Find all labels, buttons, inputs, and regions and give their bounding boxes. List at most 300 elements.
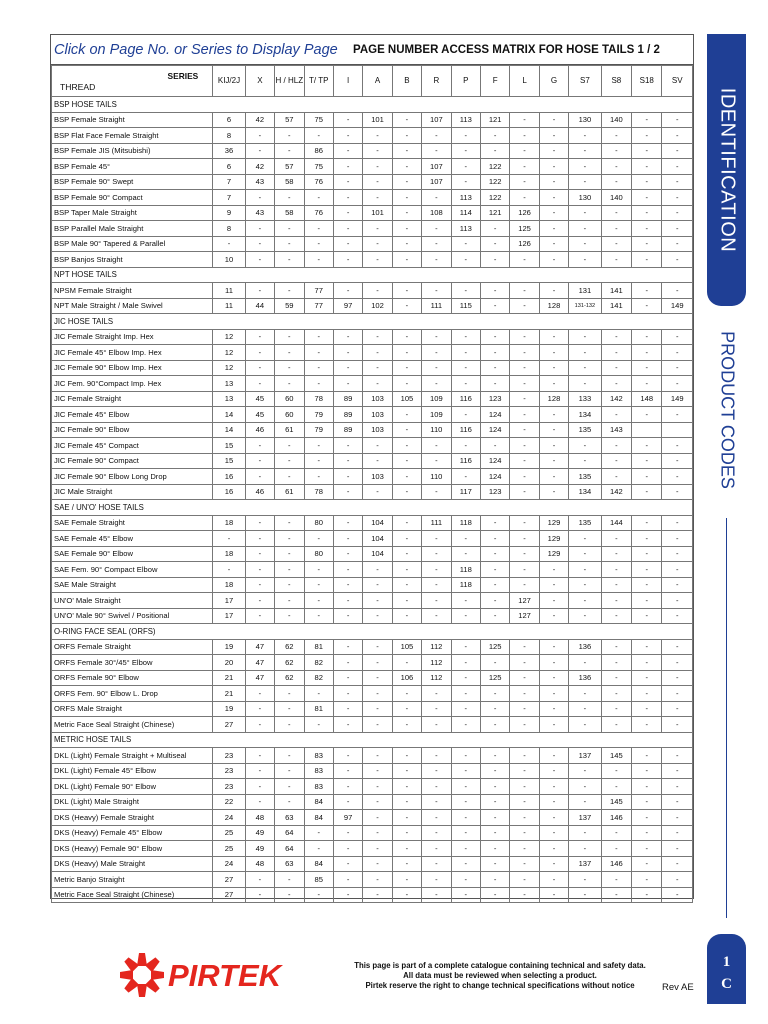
page-number-cell[interactable]: 16 bbox=[213, 469, 245, 485]
page-number-cell[interactable]: 101 bbox=[363, 112, 392, 128]
empty-cell: - bbox=[539, 422, 568, 438]
page-number-cell[interactable]: 124 bbox=[480, 407, 509, 423]
page-number-cell[interactable]: 48 bbox=[245, 856, 274, 872]
page-number-cell[interactable]: 13 bbox=[213, 376, 245, 392]
page-number-cell[interactable]: 143 bbox=[601, 422, 631, 438]
page-number-cell[interactable]: 85 bbox=[304, 872, 333, 888]
page-number-cell[interactable]: 64 bbox=[275, 825, 304, 841]
page-number-cell[interactable]: 121 bbox=[480, 112, 509, 128]
series-column-header[interactable]: SV bbox=[662, 66, 693, 97]
fitting-name: BSP Parallel Male Straight bbox=[52, 221, 213, 237]
empty-cell: - bbox=[422, 190, 451, 206]
page-number-cell[interactable]: 110 bbox=[422, 422, 451, 438]
series-column-header[interactable]: B bbox=[392, 66, 421, 97]
empty-cell: - bbox=[569, 608, 601, 624]
page-number-cell[interactable]: 113 bbox=[451, 190, 480, 206]
series-column-header[interactable]: R bbox=[422, 66, 451, 97]
page-number-cell[interactable]: 123 bbox=[480, 484, 509, 500]
empty-cell: - bbox=[569, 562, 601, 578]
empty-cell: - bbox=[392, 112, 421, 128]
page-number-cell[interactable]: 22 bbox=[213, 794, 245, 810]
page-number-cell[interactable]: 142 bbox=[601, 391, 631, 407]
empty-cell: - bbox=[480, 841, 509, 857]
page-number-cell[interactable]: 83 bbox=[304, 763, 333, 779]
page-number-cell[interactable]: 141 bbox=[601, 298, 631, 314]
page-number-cell[interactable]: 124 bbox=[480, 453, 509, 469]
page-number-cell[interactable]: 104 bbox=[363, 546, 392, 562]
page-number-cell[interactable]: 19 bbox=[213, 701, 245, 717]
page-number-cell[interactable]: 146 bbox=[601, 856, 631, 872]
page-number-cell[interactable]: 129 bbox=[539, 531, 568, 547]
empty-cell: - bbox=[539, 252, 568, 268]
page-number-cell[interactable]: 78 bbox=[304, 391, 333, 407]
empty-cell: - bbox=[632, 872, 662, 888]
page-number-cell[interactable]: 116 bbox=[451, 391, 480, 407]
page-number-cell[interactable]: 77 bbox=[304, 283, 333, 299]
page-number-cell[interactable]: 125 bbox=[480, 639, 509, 655]
empty-cell: - bbox=[392, 562, 421, 578]
page-number-cell[interactable]: 135 bbox=[569, 469, 601, 485]
series-column-header[interactable]: X bbox=[245, 66, 274, 97]
page-number-cell[interactable]: 131-132 bbox=[569, 298, 601, 314]
section-row bbox=[52, 97, 693, 113]
page-number-cell[interactable]: 46 bbox=[245, 484, 274, 500]
empty-cell: - bbox=[662, 205, 693, 221]
page-number-cell[interactable]: 59 bbox=[275, 298, 304, 314]
page-number-cell[interactable]: 6 bbox=[213, 112, 245, 128]
page-number-cell[interactable]: 149 bbox=[662, 298, 693, 314]
page-number-cell[interactable]: 113 bbox=[451, 112, 480, 128]
page-number-cell[interactable]: 103 bbox=[363, 469, 392, 485]
page-number-cell[interactable]: 18 bbox=[213, 546, 245, 562]
page-number-cell[interactable]: 14 bbox=[213, 422, 245, 438]
page-number-cell[interactable]: 114 bbox=[451, 205, 480, 221]
series-label: SERIES bbox=[167, 71, 199, 81]
page-number-cell[interactable]: 15 bbox=[213, 438, 245, 454]
empty-cell: - bbox=[304, 236, 333, 252]
page-number-cell[interactable]: 86 bbox=[304, 143, 333, 159]
series-column-header[interactable]: T/ TP bbox=[304, 66, 333, 97]
page-number-cell[interactable]: 24 bbox=[213, 810, 245, 826]
empty-cell: - bbox=[539, 717, 568, 733]
page-number-cell[interactable]: 42 bbox=[245, 112, 274, 128]
page-number-cell[interactable]: 111 bbox=[422, 298, 451, 314]
empty-cell: - bbox=[569, 128, 601, 144]
page-number-cell[interactable]: 49 bbox=[245, 841, 274, 857]
page-number-cell[interactable]: 104 bbox=[363, 531, 392, 547]
empty-cell: - bbox=[632, 407, 662, 423]
empty-cell: - bbox=[601, 763, 631, 779]
page-number-cell[interactable]: 63 bbox=[275, 810, 304, 826]
page-number-cell[interactable]: 25 bbox=[213, 825, 245, 841]
series-column-header[interactable]: F bbox=[480, 66, 509, 97]
page-number-cell[interactable]: 125 bbox=[480, 670, 509, 686]
page-number-cell[interactable]: 89 bbox=[333, 391, 362, 407]
series-column-header[interactable]: G bbox=[539, 66, 568, 97]
page-number-cell[interactable]: 62 bbox=[275, 670, 304, 686]
empty-cell: - bbox=[392, 748, 421, 764]
empty-cell: - bbox=[304, 686, 333, 702]
page-number-cell[interactable]: 15 bbox=[213, 453, 245, 469]
page-number-cell[interactable]: 137 bbox=[569, 810, 601, 826]
empty-cell: - bbox=[333, 825, 362, 841]
page-number-cell[interactable]: 144 bbox=[601, 515, 631, 531]
page-number-cell[interactable]: 76 bbox=[304, 205, 333, 221]
table-row bbox=[52, 717, 693, 733]
empty-cell: - bbox=[569, 143, 601, 159]
page-number-cell[interactable]: 113 bbox=[451, 221, 480, 237]
empty-cell: - bbox=[422, 252, 451, 268]
page-number-cell[interactable]: 122 bbox=[480, 174, 509, 190]
page-number-cell[interactable]: 89 bbox=[333, 422, 362, 438]
display-page-link[interactable]: Click on Page No. or Series to Display Page bbox=[54, 42, 338, 58]
page-number-cell[interactable]: 101 bbox=[363, 205, 392, 221]
page-number-cell[interactable]: 17 bbox=[213, 593, 245, 609]
page-number-cell[interactable]: 79 bbox=[304, 422, 333, 438]
empty-cell: - bbox=[662, 469, 693, 485]
page-number-cell[interactable]: 36 bbox=[213, 143, 245, 159]
page-number-cell[interactable]: 44 bbox=[245, 298, 274, 314]
series-column-header[interactable]: S18 bbox=[632, 66, 662, 97]
page-number-cell[interactable]: 45 bbox=[245, 391, 274, 407]
page-number-cell[interactable]: 23 bbox=[213, 763, 245, 779]
series-column-header[interactable]: A bbox=[363, 66, 392, 97]
series-column-header[interactable]: KIJ/2J bbox=[213, 66, 245, 97]
page-number-cell[interactable]: 46 bbox=[245, 422, 274, 438]
page-number-cell[interactable]: 148 bbox=[632, 391, 662, 407]
empty-cell: - bbox=[539, 825, 568, 841]
page-number-cell[interactable]: 127 bbox=[510, 593, 539, 609]
page-number-cell[interactable]: 145 bbox=[601, 748, 631, 764]
page-number-cell[interactable]: 61 bbox=[275, 484, 304, 500]
series-column-header[interactable]: S7 bbox=[569, 66, 601, 97]
fitting-name: UN'O' Male Straight bbox=[52, 593, 213, 609]
page-number-cell[interactable]: 129 bbox=[539, 546, 568, 562]
empty-cell: - bbox=[480, 283, 509, 299]
empty-cell: - bbox=[422, 717, 451, 733]
section-row bbox=[52, 314, 693, 330]
page-number-cell[interactable]: 103 bbox=[363, 407, 392, 423]
page-number-cell[interactable]: 21 bbox=[213, 670, 245, 686]
page-number-cell[interactable]: 116 bbox=[451, 422, 480, 438]
page-number-cell[interactable]: 9 bbox=[213, 205, 245, 221]
table-row bbox=[52, 593, 693, 609]
empty-cell: - bbox=[363, 639, 392, 655]
page-number-cell[interactable]: 16 bbox=[213, 484, 245, 500]
empty-cell: - bbox=[392, 345, 421, 361]
page-number-cell[interactable]: 61 bbox=[275, 422, 304, 438]
empty-cell: - bbox=[510, 345, 539, 361]
section-heading: O-RING FACE SEAL (ORFS) bbox=[52, 624, 693, 640]
page-number-cell[interactable]: 128 bbox=[539, 298, 568, 314]
page-number-cell[interactable]: 124 bbox=[480, 469, 509, 485]
page-number-cell[interactable]: 145 bbox=[601, 794, 631, 810]
page-number-cell[interactable]: 107 bbox=[422, 174, 451, 190]
empty-cell: - bbox=[392, 887, 421, 903]
page-number-cell[interactable]: 83 bbox=[304, 779, 333, 795]
fitting-name: DKL (Light) Male Straight bbox=[52, 794, 213, 810]
empty-cell: - bbox=[304, 252, 333, 268]
page-number-cell[interactable]: 83 bbox=[304, 748, 333, 764]
page-number-cell[interactable]: 105 bbox=[392, 639, 421, 655]
page-number-cell[interactable]: 27 bbox=[213, 872, 245, 888]
page-number-cell[interactable]: 136 bbox=[569, 639, 601, 655]
page-number-cell[interactable]: 10 bbox=[213, 252, 245, 268]
fitting-name: JIC Female 45° Compact bbox=[52, 438, 213, 454]
page-number-cell[interactable]: 104 bbox=[363, 515, 392, 531]
page-number-cell[interactable]: 116 bbox=[451, 453, 480, 469]
page-number-cell[interactable]: 64 bbox=[275, 841, 304, 857]
page-number-cell[interactable]: 149 bbox=[662, 391, 693, 407]
page-number-cell[interactable]: 137 bbox=[569, 748, 601, 764]
empty-cell: - bbox=[363, 670, 392, 686]
page-number-cell[interactable]: 135 bbox=[569, 422, 601, 438]
fitting-name: JIC Fem. 90°Compact Imp. Hex bbox=[52, 376, 213, 392]
page-number-cell[interactable]: 12 bbox=[213, 345, 245, 361]
empty-cell: - bbox=[392, 360, 421, 376]
page-number-cell[interactable]: 13 bbox=[213, 391, 245, 407]
page-number-cell[interactable]: 121 bbox=[480, 205, 509, 221]
page-number-cell[interactable]: 14 bbox=[213, 407, 245, 423]
page-number-cell[interactable]: 97 bbox=[333, 298, 362, 314]
page-number-cell[interactable]: 84 bbox=[304, 810, 333, 826]
page-number-cell[interactable]: 122 bbox=[480, 190, 509, 206]
series-column-header[interactable]: H / HLZ bbox=[275, 66, 304, 97]
page-number-cell[interactable]: 57 bbox=[275, 112, 304, 128]
page-number-cell[interactable]: 108 bbox=[422, 205, 451, 221]
empty-cell: - bbox=[275, 887, 304, 903]
page-number-cell[interactable]: 137 bbox=[569, 856, 601, 872]
empty-cell: - bbox=[510, 562, 539, 578]
page-number-cell[interactable]: 130 bbox=[569, 112, 601, 128]
empty-cell: - bbox=[601, 221, 631, 237]
page-number-cell[interactable]: 84 bbox=[304, 856, 333, 872]
empty-cell: - bbox=[451, 779, 480, 795]
page-number-cell[interactable]: 123 bbox=[480, 391, 509, 407]
page-number-cell[interactable]: 81 bbox=[304, 701, 333, 717]
page-number-cell[interactable]: 20 bbox=[213, 655, 245, 671]
identification-tab-label: IDENTIFICATION bbox=[716, 87, 738, 253]
page-number-cell[interactable]: 57 bbox=[275, 159, 304, 175]
empty-cell: - bbox=[569, 686, 601, 702]
page-number-cell[interactable]: 75 bbox=[304, 112, 333, 128]
fitting-name: ORFS Female Straight bbox=[52, 639, 213, 655]
page-number-cell[interactable]: 146 bbox=[601, 810, 631, 826]
page-number-cell[interactable]: 142 bbox=[601, 484, 631, 500]
page-number-cell[interactable]: 17 bbox=[213, 608, 245, 624]
page-number-cell[interactable]: 62 bbox=[275, 639, 304, 655]
empty-cell: - bbox=[275, 190, 304, 206]
empty-cell: - bbox=[662, 484, 693, 500]
page-number-cell[interactable]: 43 bbox=[245, 174, 274, 190]
page-title: PAGE NUMBER ACCESS MATRIX FOR HOSE TAILS 1 / 2 bbox=[353, 44, 660, 56]
page-number-cell[interactable]: 110 bbox=[422, 469, 451, 485]
page-number-cell[interactable]: 118 bbox=[451, 562, 480, 578]
empty-cell: - bbox=[632, 593, 662, 609]
page-number-cell[interactable]: 48 bbox=[245, 810, 274, 826]
page-number-cell[interactable]: 24 bbox=[213, 856, 245, 872]
page-number-cell[interactable]: 127 bbox=[510, 608, 539, 624]
page-number-cell[interactable]: 112 bbox=[422, 670, 451, 686]
series-column-header[interactable]: L bbox=[510, 66, 539, 97]
series-column-header[interactable]: P bbox=[451, 66, 480, 97]
empty-cell: - bbox=[632, 453, 662, 469]
page-number-cell[interactable]: 109 bbox=[422, 407, 451, 423]
page-number-cell[interactable]: 78 bbox=[304, 484, 333, 500]
empty-cell: - bbox=[632, 639, 662, 655]
page-number-cell[interactable]: 111 bbox=[422, 515, 451, 531]
series-column-header[interactable]: I bbox=[333, 66, 362, 97]
page-number-cell[interactable]: 118 bbox=[451, 577, 480, 593]
product-codes-tab[interactable] bbox=[707, 320, 746, 500]
table-row bbox=[52, 686, 693, 702]
empty-cell: - bbox=[480, 329, 509, 345]
page-number-cell[interactable]: 8 bbox=[213, 221, 245, 237]
page-number-cell[interactable]: 102 bbox=[363, 298, 392, 314]
page-number-cell[interactable]: 49 bbox=[245, 825, 274, 841]
page-number-cell[interactable]: 27 bbox=[213, 887, 245, 903]
page-number-cell[interactable]: 18 bbox=[213, 515, 245, 531]
page-number-cell[interactable]: 60 bbox=[275, 391, 304, 407]
page-number-cell[interactable]: 134 bbox=[569, 407, 601, 423]
empty-cell: - bbox=[392, 593, 421, 609]
empty-cell: - bbox=[632, 128, 662, 144]
page-number-cell[interactable]: 81 bbox=[304, 639, 333, 655]
empty-cell: - bbox=[632, 221, 662, 237]
page-number-cell[interactable]: 131 bbox=[569, 283, 601, 299]
identification-tab[interactable] bbox=[707, 34, 746, 306]
page-number-cell[interactable]: 19 bbox=[213, 639, 245, 655]
page-number-cell[interactable]: 58 bbox=[275, 205, 304, 221]
empty-cell: - bbox=[662, 701, 693, 717]
series-column-header[interactable]: S8 bbox=[601, 66, 631, 97]
page-number-cell[interactable]: 135 bbox=[569, 515, 601, 531]
page-number-cell[interactable]: 103 bbox=[363, 422, 392, 438]
page-number-cell[interactable]: 140 bbox=[601, 190, 631, 206]
page-number-cell[interactable]: 58 bbox=[275, 174, 304, 190]
page-number-cell[interactable]: 47 bbox=[245, 670, 274, 686]
page-number-cell[interactable]: 6 bbox=[213, 159, 245, 175]
empty-cell: - bbox=[392, 577, 421, 593]
empty-cell: - bbox=[601, 593, 631, 609]
empty-cell: - bbox=[632, 856, 662, 872]
empty-cell: - bbox=[275, 236, 304, 252]
empty-cell: - bbox=[333, 531, 362, 547]
page-number-cell[interactable]: 115 bbox=[451, 298, 480, 314]
section-row bbox=[52, 624, 693, 640]
page-number-cell[interactable]: 79 bbox=[304, 407, 333, 423]
page-number-cell[interactable]: 130 bbox=[569, 190, 601, 206]
empty-cell: - bbox=[601, 345, 631, 361]
page-number-cell[interactable]: 133 bbox=[569, 391, 601, 407]
page-number-cell[interactable]: 107 bbox=[422, 159, 451, 175]
page-number-cell[interactable]: 27 bbox=[213, 717, 245, 733]
page-number-cell[interactable]: 80 bbox=[304, 515, 333, 531]
page-number-cell[interactable]: 112 bbox=[422, 655, 451, 671]
empty-cell: - bbox=[480, 794, 509, 810]
page-number-cell[interactable]: 25 bbox=[213, 841, 245, 857]
page-number-cell[interactable]: 8 bbox=[213, 128, 245, 144]
page-number-cell[interactable]: 124 bbox=[480, 422, 509, 438]
page-number-cell[interactable]: 122 bbox=[480, 159, 509, 175]
empty-cell: - bbox=[510, 298, 539, 314]
page-number-cell[interactable]: 18 bbox=[213, 577, 245, 593]
page-number-cell[interactable]: 76 bbox=[304, 174, 333, 190]
empty-cell: - bbox=[601, 639, 631, 655]
fitting-name: DKL (Light) Female 45° Elbow bbox=[52, 763, 213, 779]
page-number-cell[interactable]: 75 bbox=[304, 159, 333, 175]
page-number-cell[interactable]: 47 bbox=[245, 655, 274, 671]
page-number-cell[interactable]: 21 bbox=[213, 686, 245, 702]
empty-cell: - bbox=[392, 856, 421, 872]
empty-cell: - bbox=[363, 748, 392, 764]
page-number-cell[interactable]: 7 bbox=[213, 190, 245, 206]
page-number-cell[interactable]: 126 bbox=[510, 205, 539, 221]
page-number-cell[interactable]: 7 bbox=[213, 174, 245, 190]
page-number-cell[interactable]: 82 bbox=[304, 670, 333, 686]
empty-cell: - bbox=[601, 174, 631, 190]
page-number-cell[interactable]: 105 bbox=[392, 391, 421, 407]
page-number-cell[interactable]: 82 bbox=[304, 655, 333, 671]
page-number-cell[interactable]: 84 bbox=[304, 794, 333, 810]
page-number-cell[interactable]: 62 bbox=[275, 655, 304, 671]
empty-cell: - bbox=[304, 469, 333, 485]
page-number-cell[interactable]: 80 bbox=[304, 546, 333, 562]
page-number-cell[interactable]: 125 bbox=[510, 221, 539, 237]
page-number-cell[interactable]: 12 bbox=[213, 360, 245, 376]
empty-cell: - bbox=[539, 407, 568, 423]
page-number-cell[interactable]: 89 bbox=[333, 407, 362, 423]
page-number-cell[interactable]: 109 bbox=[422, 391, 451, 407]
page-number-cell[interactable]: 103 bbox=[363, 391, 392, 407]
page-number-cell[interactable]: 136 bbox=[569, 670, 601, 686]
page-number-cell[interactable]: 126 bbox=[510, 236, 539, 252]
page-number-cell[interactable]: 43 bbox=[245, 205, 274, 221]
page-number-cell[interactable]: 106 bbox=[392, 670, 421, 686]
empty-cell: - bbox=[662, 159, 693, 175]
table-row bbox=[52, 794, 693, 810]
table-row bbox=[52, 112, 693, 128]
page-number-cell[interactable]: 129 bbox=[539, 515, 568, 531]
empty-cell: - bbox=[510, 872, 539, 888]
empty-cell: - bbox=[363, 453, 392, 469]
page-number-cell[interactable]: 141 bbox=[601, 283, 631, 299]
page-number-cell[interactable]: 112 bbox=[422, 639, 451, 655]
page-number-cell[interactable]: 12 bbox=[213, 329, 245, 345]
page-number-cell[interactable]: 134 bbox=[569, 484, 601, 500]
page-number-cell[interactable]: 23 bbox=[213, 748, 245, 764]
empty-cell: - bbox=[451, 810, 480, 826]
page-number-cell[interactable]: 117 bbox=[451, 484, 480, 500]
page-number-cell[interactable]: 42 bbox=[245, 159, 274, 175]
page-number-cell[interactable]: 97 bbox=[333, 810, 362, 826]
page-number-cell[interactable]: 23 bbox=[213, 779, 245, 795]
footer-line: Pirtek reserve the right to change technical specifications without notice bbox=[365, 981, 635, 990]
page-number-cell[interactable]: 60 bbox=[275, 407, 304, 423]
page-number-cell[interactable]: 128 bbox=[539, 391, 568, 407]
page-number-cell[interactable]: 140 bbox=[601, 112, 631, 128]
page-number-cell[interactable]: 107 bbox=[422, 112, 451, 128]
empty-cell: - bbox=[569, 531, 601, 547]
page-number-cell[interactable]: 63 bbox=[275, 856, 304, 872]
page-number-cell[interactable]: 118 bbox=[451, 515, 480, 531]
page-number-cell[interactable]: 11 bbox=[213, 298, 245, 314]
page-number-cell[interactable]: 45 bbox=[245, 407, 274, 423]
page-number-cell[interactable]: 77 bbox=[304, 298, 333, 314]
page-number-cell[interactable]: 11 bbox=[213, 283, 245, 299]
fitting-name: JIC Female 90° Elbow Imp. Hex bbox=[52, 360, 213, 376]
page-number-cell[interactable]: 47 bbox=[245, 639, 274, 655]
